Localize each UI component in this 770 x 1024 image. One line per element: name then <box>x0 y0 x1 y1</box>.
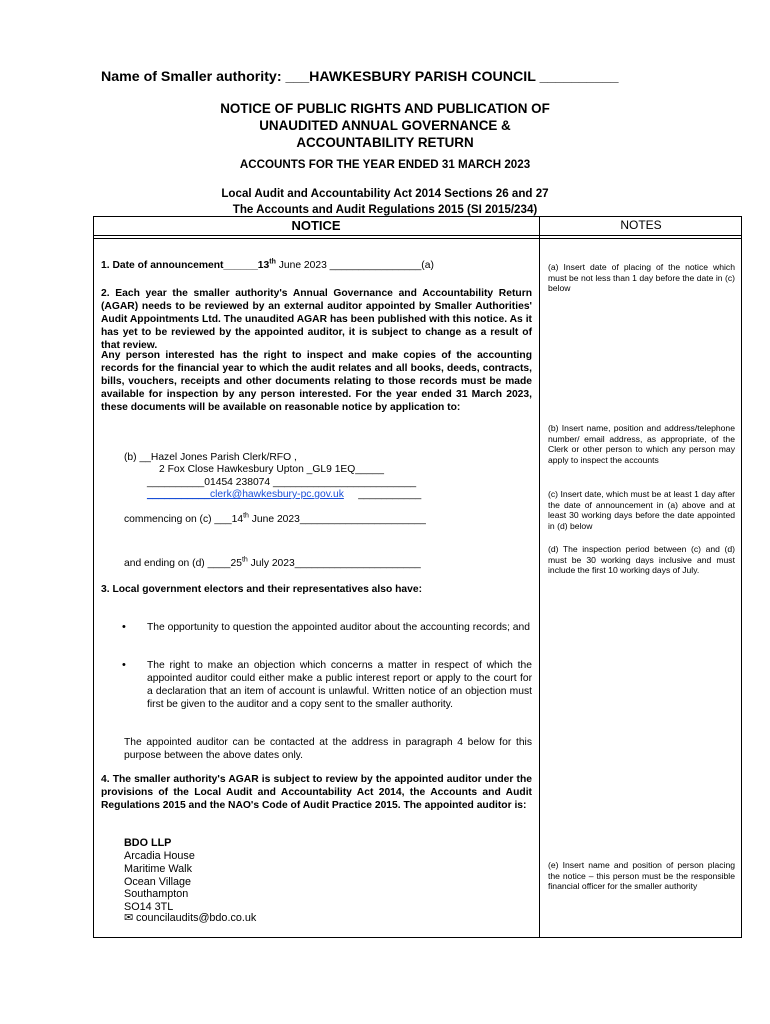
contact-name: (b) __Hazel Jones Parish Clerk/RFO , <box>124 452 297 463</box>
notes-column-header: NOTES <box>620 218 662 232</box>
section-3-bullet-1: The opportunity to question the appointed auditor about the accounting records; and <box>147 622 530 633</box>
bullet-2-glyph: • <box>122 659 126 671</box>
envelope-icon: ✉ <box>124 912 134 924</box>
commencing-prefix: commencing on (c) ___14 <box>124 514 244 525</box>
notice-title-line-3: ACCOUNTABILITY RETURN <box>296 135 474 150</box>
section-3-bullet-2: The right to make an objection which concerns a matter in respect of which the appointed auditor could either make a public interest report or apply to the court for a declaration that an item of account is unlawful. Written notice of an objection must first be given to the auditor and a copy sent to the smaller authority. <box>147 660 532 710</box>
auditor-address-3: Ocean Village <box>124 876 192 888</box>
note-a: (a) Insert date of placing of the notice which must be not less than 1 day before the date in (c) below <box>548 262 735 294</box>
contact-telephone: __________01454 238074 _________________________ <box>147 477 417 488</box>
notice-title-line-1: NOTICE OF PUBLIC RIGHTS AND PUBLICATION OF <box>220 101 550 116</box>
contact-email-line <box>147 489 421 502</box>
section-2-paragraph-1: 2. Each year the smaller authority's Annual Governance and Accountability Return (AGAR) needs to be reviewed by an external auditor appointed by Smaller Authorities' Audit Appointments Ltd. The unaudited AGAR has been published with this notice. As it has yet to be reviewed by the appointed auditor, it is subject to change as a result of that review. <box>101 288 532 351</box>
contact-email-link[interactable]: clerk@hawkesbury-pc.gov.uk <box>210 489 344 500</box>
commencing-sup: th <box>243 512 249 520</box>
accounts-year-heading: ACCOUNTS FOR THE YEAR ENDED 31 MARCH 2023 <box>239 158 531 171</box>
ending-suffix: July 2023______________________ <box>247 558 421 569</box>
announcement-date-prefix: 1. Date of announcement______13 <box>101 260 270 271</box>
auditor-email-line <box>124 912 256 925</box>
auditor-address-2: Maritime Walk <box>124 863 192 875</box>
section-4-paragraph: 4. The smaller authority's AGAR is subject to review by the appointed auditor under the provisions of the Local Audit and Accountability Act 2014, the Accounts and Audit Regulations 2015 and the NAO's Code of Audit Practice 2015. The appointed auditor is: <box>101 774 532 811</box>
act-reference: Local Audit and Accountability Act 2014 Sections 26 and 27 <box>221 187 549 200</box>
notice-column-header: NOTICE <box>291 218 341 233</box>
bullet-1-glyph: • <box>122 621 126 633</box>
section-3-heading: 3. Local government electors and their representatives also have: <box>101 584 423 595</box>
regulations-reference: The Accounts and Audit Regulations 2015 (SI 2015/234) <box>232 203 538 216</box>
contact-address: 2 Fox Close Hawkesbury Upton _GL9 1EQ_____ <box>159 464 384 475</box>
auditor-address-4: Southampton <box>124 888 189 900</box>
header-row-divider-double <box>93 238 742 239</box>
note-d: (d) The inspection period between (c) and (d) must be 30 working days inclusive and must include the first 10 working days of July. <box>548 544 735 576</box>
commencing-suffix: June 2023______________________ <box>248 514 426 525</box>
ending-date <box>124 558 421 571</box>
contact-email-tail: ___________ <box>358 489 422 500</box>
auditor-address-5: SO14 3TL <box>124 901 174 913</box>
contact-email-gap <box>344 489 358 500</box>
announcement-date-suffix: June 2023 ________________(a) <box>275 260 434 271</box>
auditor-contact-paragraph: The appointed auditor can be contacted at the address in paragraph 4 below for this purpose between the above dates only. <box>124 737 532 761</box>
contact-email-pad: ___________ <box>147 489 210 500</box>
ending-sup: th <box>241 556 248 564</box>
column-divider <box>539 216 540 938</box>
notice-title-line-2: UNAUDITED ANNUAL GOVERNANCE & <box>259 118 511 133</box>
announcement-date-sup: th <box>269 258 276 266</box>
section-2-paragraph-2: Any person interested has the right to inspect and make copies of the accounting records for the financial year to which the audit relates and all books, deeds, contracts, bills, vouchers, receipts and other documents relating to those records must be made available for inspection by any person interested. For the year ended 31 March 2023, these documents will be available on reasonable notice by application to: <box>101 350 532 413</box>
note-c: (c) Insert date, which must be at least 1 day after the date of announcement in (a) above and at least 30 working days before the date appointed in (d) below <box>548 489 735 531</box>
ending-prefix: and ending on (d) ____25 <box>124 558 242 569</box>
note-b: (b) Insert name, position and address/telephone number/ email address, as appropriate, of the Clerk or other person to which any person may apply to inspect the accounts <box>548 423 735 465</box>
note-e: (e) Insert name and position of person placing the notice – this person must be the responsible financial officer for the smaller authority <box>548 860 735 892</box>
authority-name-line: Name of Smaller authority: ___HAWKESBURY PARISH COUNCIL __________ <box>101 69 619 85</box>
header-row-divider <box>93 235 742 236</box>
auditor-name: BDO LLP <box>124 837 172 849</box>
auditor-address-1: Arcadia House <box>124 850 195 862</box>
auditor-email: councilaudits@bdo.co.uk <box>133 912 257 924</box>
announcement-date <box>101 260 434 273</box>
commencing-date <box>124 514 426 527</box>
